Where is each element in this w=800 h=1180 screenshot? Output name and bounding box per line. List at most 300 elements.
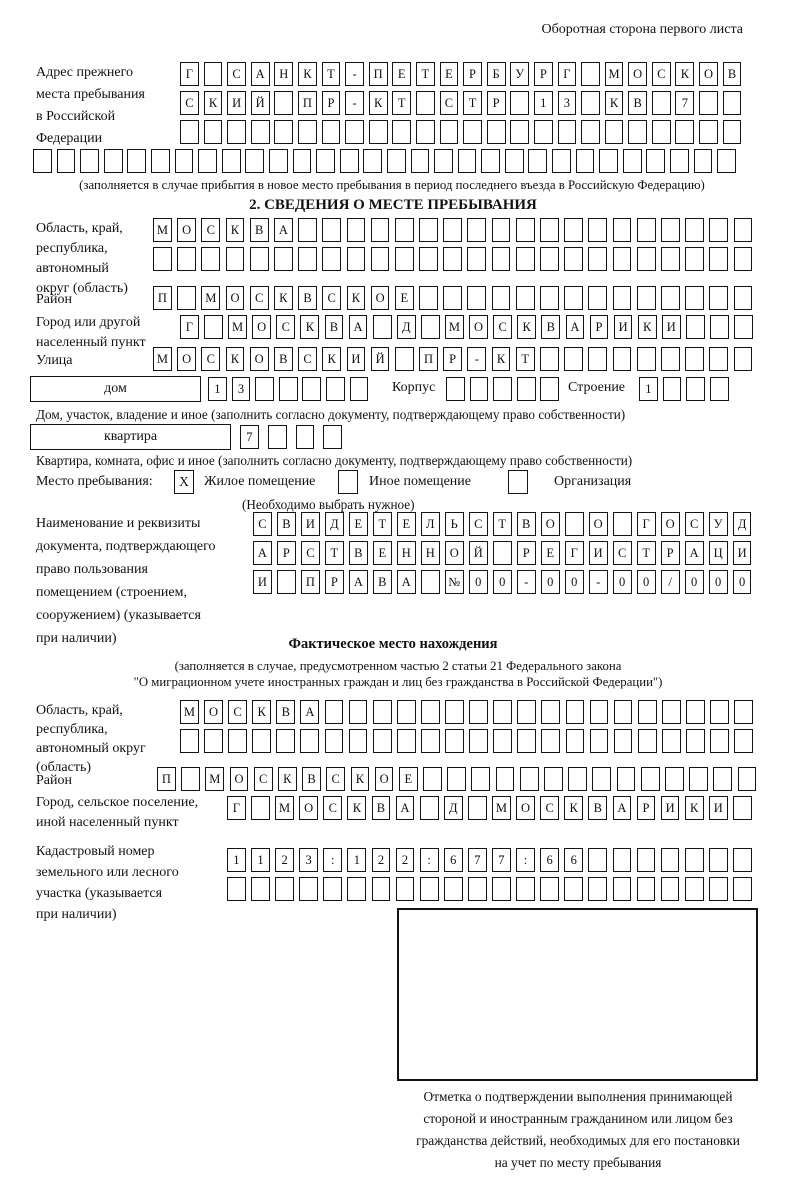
char-cell[interactable] — [446, 377, 465, 401]
char-cell[interactable] — [652, 91, 671, 115]
char-cell[interactable] — [347, 877, 366, 901]
char-cell[interactable] — [733, 848, 752, 872]
char-cell[interactable] — [685, 286, 704, 310]
char-cell[interactable]: С — [323, 796, 342, 820]
char-cell[interactable] — [686, 377, 705, 401]
char-cell[interactable] — [468, 796, 487, 820]
char-cell[interactable]: Р — [590, 315, 609, 339]
char-cell[interactable] — [443, 286, 462, 310]
char-cell[interactable] — [517, 729, 536, 753]
char-cell[interactable] — [423, 767, 442, 791]
char-cell[interactable] — [599, 149, 618, 173]
char-cell[interactable] — [663, 377, 682, 401]
char-cell[interactable] — [528, 149, 547, 173]
char-cell[interactable]: К — [675, 62, 694, 86]
char-cell[interactable] — [516, 247, 535, 271]
char-cell[interactable] — [699, 91, 718, 115]
char-cell[interactable]: Т — [392, 91, 411, 115]
char-cell[interactable] — [685, 218, 704, 242]
char-cell[interactable] — [723, 120, 742, 144]
char-cell[interactable]: Й — [251, 91, 270, 115]
char-cell[interactable]: 0 — [469, 570, 488, 594]
char-cell[interactable]: В — [302, 767, 321, 791]
char-cell[interactable]: К — [564, 796, 583, 820]
char-cell[interactable] — [540, 877, 559, 901]
char-cell[interactable] — [481, 149, 500, 173]
char-cell[interactable]: И — [709, 796, 728, 820]
char-cell[interactable]: К — [278, 767, 297, 791]
char-cell[interactable] — [564, 247, 583, 271]
char-cell[interactable] — [540, 218, 559, 242]
char-cell[interactable] — [661, 247, 680, 271]
char-cell[interactable]: К — [347, 796, 366, 820]
char-cell[interactable]: С — [613, 541, 632, 565]
char-cell[interactable] — [540, 377, 559, 401]
char-cell[interactable]: Е — [397, 512, 416, 536]
char-cell[interactable] — [534, 120, 553, 144]
char-cell[interactable] — [628, 120, 647, 144]
char-cell[interactable]: С — [253, 512, 272, 536]
char-cell[interactable]: А — [685, 541, 704, 565]
char-cell[interactable]: Т — [325, 541, 344, 565]
char-cell[interactable]: О — [250, 347, 269, 371]
char-cell[interactable] — [646, 149, 665, 173]
char-cell[interactable] — [564, 877, 583, 901]
char-cell[interactable] — [709, 247, 728, 271]
char-cell[interactable] — [565, 512, 584, 536]
char-cell[interactable] — [255, 377, 274, 401]
char-cell[interactable] — [373, 315, 392, 339]
char-cell[interactable]: И — [253, 570, 272, 594]
char-cell[interactable] — [177, 286, 196, 310]
char-cell[interactable]: Т — [322, 62, 341, 86]
char-cell[interactable]: М — [492, 796, 511, 820]
char-cell[interactable]: И — [662, 315, 681, 339]
char-cell[interactable] — [371, 218, 390, 242]
char-cell[interactable]: Г — [558, 62, 577, 86]
char-cell[interactable] — [276, 729, 295, 753]
char-cell[interactable] — [496, 767, 515, 791]
char-cell[interactable]: М — [153, 347, 172, 371]
char-cell[interactable] — [734, 700, 753, 724]
char-cell[interactable]: А — [566, 315, 585, 339]
char-cell[interactable]: № — [445, 570, 464, 594]
char-cell[interactable] — [699, 120, 718, 144]
char-cell[interactable]: К — [298, 62, 317, 86]
char-cell[interactable]: Е — [440, 62, 459, 86]
char-cell[interactable] — [709, 347, 728, 371]
char-cell[interactable]: М — [180, 700, 199, 724]
char-cell[interactable]: - — [345, 91, 364, 115]
char-cell[interactable]: И — [347, 347, 366, 371]
char-cell[interactable] — [592, 767, 611, 791]
char-cell[interactable] — [373, 729, 392, 753]
char-cell[interactable]: 7 — [468, 848, 487, 872]
char-cell[interactable] — [440, 120, 459, 144]
char-cell[interactable]: 0 — [565, 570, 584, 594]
char-cell[interactable] — [396, 877, 415, 901]
char-cell[interactable] — [734, 286, 753, 310]
char-cell[interactable]: В — [628, 91, 647, 115]
char-cell[interactable]: Г — [637, 512, 656, 536]
char-cell[interactable] — [372, 877, 391, 901]
char-cell[interactable] — [662, 729, 681, 753]
char-cell[interactable]: В — [277, 512, 296, 536]
char-cell[interactable] — [345, 120, 364, 144]
char-cell[interactable] — [298, 247, 317, 271]
char-cell[interactable]: О — [541, 512, 560, 536]
char-cell[interactable] — [245, 149, 264, 173]
char-cell[interactable] — [487, 120, 506, 144]
char-cell[interactable] — [734, 315, 753, 339]
char-cell[interactable] — [517, 377, 536, 401]
char-cell[interactable]: О — [445, 541, 464, 565]
char-cell[interactable]: Г — [565, 541, 584, 565]
char-cell[interactable] — [637, 247, 656, 271]
char-cell[interactable] — [350, 377, 369, 401]
char-cell[interactable] — [637, 848, 656, 872]
char-cell[interactable]: 1 — [347, 848, 366, 872]
char-cell[interactable]: Р — [637, 796, 656, 820]
char-cell[interactable]: М — [605, 62, 624, 86]
char-cell[interactable]: Р — [517, 541, 536, 565]
char-cell[interactable]: 3 — [232, 377, 251, 401]
char-cell[interactable]: М — [275, 796, 294, 820]
char-cell[interactable] — [517, 700, 536, 724]
char-cell[interactable]: 2 — [372, 848, 391, 872]
checkbox-organization[interactable] — [508, 470, 528, 494]
char-cell[interactable]: М — [445, 315, 464, 339]
char-cell[interactable] — [347, 247, 366, 271]
char-cell[interactable]: В — [588, 796, 607, 820]
char-cell[interactable]: : — [420, 848, 439, 872]
char-cell[interactable] — [510, 120, 529, 144]
char-cell[interactable]: Е — [395, 286, 414, 310]
char-cell[interactable] — [516, 877, 535, 901]
char-cell[interactable]: О — [661, 512, 680, 536]
char-cell[interactable]: С — [440, 91, 459, 115]
char-cell[interactable] — [686, 700, 705, 724]
char-cell[interactable]: Т — [373, 512, 392, 536]
char-cell[interactable]: А — [397, 570, 416, 594]
char-cell[interactable] — [590, 729, 609, 753]
char-cell[interactable]: В — [325, 315, 344, 339]
char-cell[interactable] — [445, 729, 464, 753]
char-cell[interactable]: Г — [180, 62, 199, 86]
char-cell[interactable] — [204, 62, 223, 86]
char-cell[interactable] — [520, 767, 539, 791]
char-cell[interactable] — [686, 315, 705, 339]
char-cell[interactable]: И — [661, 796, 680, 820]
char-cell[interactable] — [395, 247, 414, 271]
char-cell[interactable]: Р — [322, 91, 341, 115]
char-cell[interactable]: 6 — [540, 848, 559, 872]
char-cell[interactable] — [709, 848, 728, 872]
char-cell[interactable] — [181, 767, 200, 791]
char-cell[interactable]: : — [516, 848, 535, 872]
char-cell[interactable]: П — [157, 767, 176, 791]
char-cell[interactable] — [325, 700, 344, 724]
char-cell[interactable]: 2 — [275, 848, 294, 872]
char-cell[interactable]: Ц — [709, 541, 728, 565]
char-cell[interactable]: М — [205, 767, 224, 791]
char-cell[interactable]: К — [369, 91, 388, 115]
char-cell[interactable]: С — [180, 91, 199, 115]
char-cell[interactable]: 0 — [541, 570, 560, 594]
char-cell[interactable] — [226, 247, 245, 271]
char-cell[interactable]: К — [351, 767, 370, 791]
char-cell[interactable] — [662, 700, 681, 724]
char-cell[interactable]: А — [253, 541, 272, 565]
char-cell[interactable] — [638, 700, 657, 724]
char-cell[interactable] — [516, 218, 535, 242]
char-cell[interactable]: 7 — [492, 848, 511, 872]
char-cell[interactable] — [444, 877, 463, 901]
char-cell[interactable] — [322, 120, 341, 144]
char-cell[interactable] — [467, 286, 486, 310]
char-cell[interactable]: П — [419, 347, 438, 371]
char-cell[interactable] — [419, 247, 438, 271]
char-cell[interactable]: Р — [487, 91, 506, 115]
char-cell[interactable]: К — [226, 218, 245, 242]
char-cell[interactable]: С — [469, 512, 488, 536]
char-cell[interactable]: Й — [469, 541, 488, 565]
char-cell[interactable]: У — [510, 62, 529, 86]
char-cell[interactable]: К — [517, 315, 536, 339]
char-cell[interactable]: Р — [277, 541, 296, 565]
char-cell[interactable]: Й — [371, 347, 390, 371]
char-cell[interactable]: 0 — [613, 570, 632, 594]
char-cell[interactable]: О — [177, 347, 196, 371]
char-cell[interactable]: 0 — [685, 570, 704, 594]
char-cell[interactable] — [613, 848, 632, 872]
char-cell[interactable]: М — [228, 315, 247, 339]
char-cell[interactable] — [637, 347, 656, 371]
char-cell[interactable]: О — [628, 62, 647, 86]
char-cell[interactable]: О — [226, 286, 245, 310]
char-cell[interactable]: П — [369, 62, 388, 86]
char-cell[interactable] — [675, 120, 694, 144]
char-cell[interactable] — [373, 700, 392, 724]
char-cell[interactable] — [340, 149, 359, 173]
char-cell[interactable] — [80, 149, 99, 173]
char-cell[interactable] — [447, 767, 466, 791]
char-cell[interactable] — [293, 149, 312, 173]
char-cell[interactable] — [274, 120, 293, 144]
char-cell[interactable]: В — [250, 218, 269, 242]
char-cell[interactable]: Д — [733, 512, 752, 536]
char-cell[interactable] — [709, 877, 728, 901]
char-cell[interactable]: Т — [493, 512, 512, 536]
char-cell[interactable] — [363, 149, 382, 173]
char-cell[interactable] — [419, 218, 438, 242]
char-cell[interactable]: С — [540, 796, 559, 820]
char-cell[interactable] — [275, 877, 294, 901]
char-cell[interactable] — [588, 347, 607, 371]
char-cell[interactable]: К — [685, 796, 704, 820]
char-cell[interactable]: Е — [541, 541, 560, 565]
char-cell[interactable]: У — [709, 512, 728, 536]
char-cell[interactable] — [581, 120, 600, 144]
char-cell[interactable]: В — [276, 700, 295, 724]
char-cell[interactable] — [151, 149, 170, 173]
char-cell[interactable] — [541, 729, 560, 753]
char-cell[interactable] — [471, 767, 490, 791]
char-cell[interactable] — [492, 218, 511, 242]
char-cell[interactable] — [685, 877, 704, 901]
char-cell[interactable]: С — [685, 512, 704, 536]
char-cell[interactable] — [493, 729, 512, 753]
char-cell[interactable] — [492, 877, 511, 901]
char-cell[interactable]: Б — [487, 62, 506, 86]
char-cell[interactable]: О — [699, 62, 718, 86]
char-cell[interactable]: 1 — [208, 377, 227, 401]
char-cell[interactable] — [710, 315, 729, 339]
char-cell[interactable]: С — [322, 286, 341, 310]
char-cell[interactable] — [576, 149, 595, 173]
char-cell[interactable] — [493, 377, 512, 401]
char-cell[interactable]: А — [300, 700, 319, 724]
char-cell[interactable]: Н — [397, 541, 416, 565]
char-cell[interactable] — [588, 877, 607, 901]
char-cell[interactable] — [670, 149, 689, 173]
char-cell[interactable] — [623, 149, 642, 173]
char-cell[interactable]: 6 — [444, 848, 463, 872]
char-cell[interactable]: Г — [227, 796, 246, 820]
char-cell[interactable] — [661, 218, 680, 242]
char-cell[interactable] — [738, 767, 757, 791]
char-cell[interactable] — [326, 377, 345, 401]
char-cell[interactable] — [397, 729, 416, 753]
char-cell[interactable] — [641, 767, 660, 791]
char-cell[interactable]: А — [274, 218, 293, 242]
char-cell[interactable] — [564, 218, 583, 242]
char-cell[interactable]: К — [638, 315, 657, 339]
char-cell[interactable] — [588, 247, 607, 271]
char-cell[interactable] — [323, 877, 342, 901]
checkbox-other-premises[interactable] — [338, 470, 358, 494]
char-cell[interactable]: Д — [397, 315, 416, 339]
char-cell[interactable] — [709, 218, 728, 242]
char-cell[interactable] — [392, 120, 411, 144]
char-cell[interactable]: Р — [325, 570, 344, 594]
char-cell[interactable] — [204, 120, 223, 144]
char-cell[interactable] — [458, 149, 477, 173]
char-cell[interactable]: Н — [421, 541, 440, 565]
char-cell[interactable]: Г — [180, 315, 199, 339]
char-cell[interactable]: О — [230, 767, 249, 791]
char-cell[interactable] — [228, 729, 247, 753]
char-cell[interactable]: Р — [661, 541, 680, 565]
char-cell[interactable] — [613, 877, 632, 901]
char-cell[interactable]: В — [517, 512, 536, 536]
char-cell[interactable] — [470, 377, 489, 401]
char-cell[interactable]: 0 — [637, 570, 656, 594]
char-cell[interactable] — [558, 120, 577, 144]
char-cell[interactable]: 0 — [493, 570, 512, 594]
char-cell[interactable] — [268, 425, 287, 449]
char-cell[interactable] — [661, 848, 680, 872]
char-cell[interactable]: И — [301, 512, 320, 536]
char-cell[interactable] — [274, 91, 293, 115]
char-cell[interactable] — [493, 541, 512, 565]
char-cell[interactable] — [252, 729, 271, 753]
char-cell[interactable] — [685, 247, 704, 271]
char-cell[interactable] — [588, 218, 607, 242]
char-cell[interactable] — [710, 377, 729, 401]
char-cell[interactable]: С — [301, 541, 320, 565]
char-cell[interactable]: 1 — [534, 91, 553, 115]
char-cell[interactable]: О — [375, 767, 394, 791]
char-cell[interactable] — [564, 347, 583, 371]
char-cell[interactable] — [637, 286, 656, 310]
char-cell[interactable] — [387, 149, 406, 173]
char-cell[interactable]: : — [323, 848, 342, 872]
char-cell[interactable] — [581, 91, 600, 115]
char-cell[interactable]: 7 — [675, 91, 694, 115]
char-cell[interactable] — [717, 149, 736, 173]
char-cell[interactable]: А — [251, 62, 270, 86]
char-cell[interactable]: С — [326, 767, 345, 791]
char-cell[interactable] — [613, 247, 632, 271]
char-cell[interactable] — [605, 120, 624, 144]
char-cell[interactable]: Ь — [445, 512, 464, 536]
char-cell[interactable]: С — [201, 347, 220, 371]
char-cell[interactable] — [637, 218, 656, 242]
char-cell[interactable] — [395, 218, 414, 242]
char-cell[interactable]: - — [589, 570, 608, 594]
char-cell[interactable]: П — [298, 91, 317, 115]
char-cell[interactable] — [613, 286, 632, 310]
char-cell[interactable]: Т — [516, 347, 535, 371]
char-cell[interactable]: В — [541, 315, 560, 339]
char-cell[interactable]: П — [301, 570, 320, 594]
char-cell[interactable]: 1 — [251, 848, 270, 872]
char-cell[interactable]: К — [226, 347, 245, 371]
char-cell[interactable] — [733, 796, 752, 820]
char-cell[interactable]: Е — [349, 512, 368, 536]
char-cell[interactable] — [299, 877, 318, 901]
char-cell[interactable]: С — [228, 700, 247, 724]
char-cell[interactable] — [588, 848, 607, 872]
char-cell[interactable]: В — [373, 570, 392, 594]
char-cell[interactable] — [434, 149, 453, 173]
char-cell[interactable]: К — [605, 91, 624, 115]
char-cell[interactable] — [175, 149, 194, 173]
char-cell[interactable] — [492, 247, 511, 271]
char-cell[interactable]: К — [300, 315, 319, 339]
char-cell[interactable] — [613, 512, 632, 536]
char-cell[interactable] — [492, 286, 511, 310]
char-cell[interactable]: И — [589, 541, 608, 565]
char-cell[interactable] — [685, 848, 704, 872]
char-cell[interactable] — [637, 877, 656, 901]
char-cell[interactable] — [566, 700, 585, 724]
char-cell[interactable]: И — [227, 91, 246, 115]
char-cell[interactable]: А — [613, 796, 632, 820]
char-cell[interactable] — [416, 91, 435, 115]
char-cell[interactable] — [250, 247, 269, 271]
char-cell[interactable]: Р — [534, 62, 553, 86]
char-cell[interactable] — [710, 700, 729, 724]
char-cell[interactable]: - — [467, 347, 486, 371]
char-cell[interactable] — [661, 877, 680, 901]
char-cell[interactable] — [566, 729, 585, 753]
char-cell[interactable] — [689, 767, 708, 791]
char-cell[interactable] — [274, 247, 293, 271]
checkbox-residential[interactable]: X — [174, 470, 194, 494]
char-cell[interactable]: В — [274, 347, 293, 371]
